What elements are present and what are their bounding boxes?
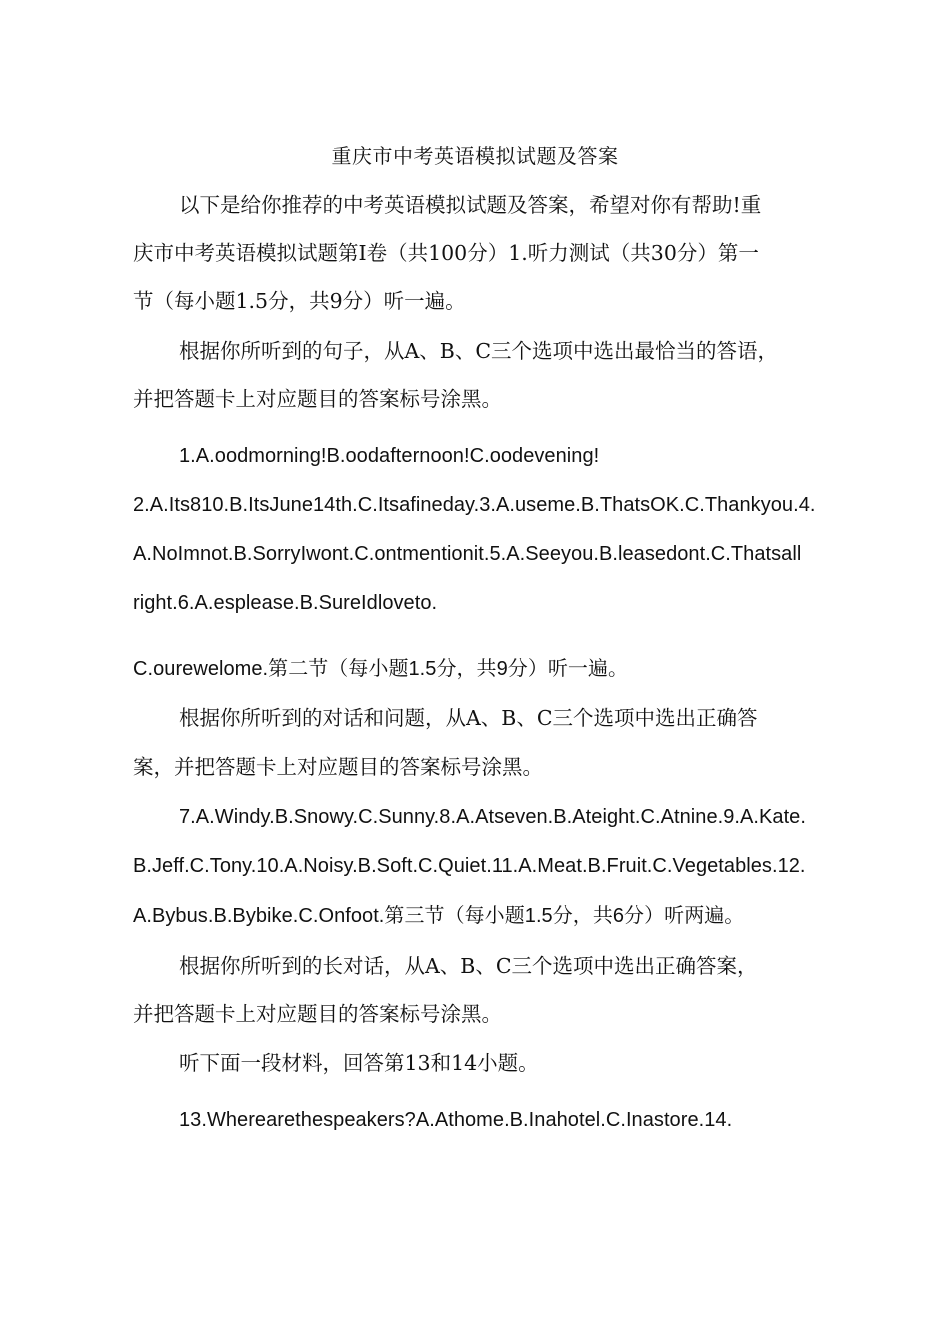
paragraph-line: 根据你所听到的对话和问题，从A、B、C三个选项中选出正确答 (179, 706, 758, 730)
paragraph-line: 并把答题卡上对应题目的答案标号涂黑。 (133, 387, 502, 411)
answer-options-line: B.Jeff.C.Tony.10.A.Noisy.B.Soft.C.Quiet.11.A.Meat.B.Fruit.C.Vegetables.12. (133, 855, 806, 877)
answer-options-line: 13.Wherearethespeakers?A.Athome.B.Inahotel.C.Inastore.14. (179, 1109, 733, 1131)
answer-options-line: A.NoImnot.B.SorryIwont.C.ontmentionit.5.A.Seeyou.B.leasedont.C.Thatsall (133, 543, 802, 565)
answer-options-line: right.6.A.esplease.B.SureIdloveto. (133, 592, 438, 614)
paragraph-line: 并把答题卡上对应题目的答案标号涂黑。 (133, 1002, 502, 1026)
answer-options-line: A.Bybus.B.Bybike.C.Onfoot.第三节（每小题1.5分，共6分）听两遍。 (133, 905, 745, 927)
paragraph-line: 庆市中考英语模拟试题第Ⅰ卷（共100分）1.听力测试（共30分）第一 (133, 241, 759, 265)
paragraph-line: 以下是给你推荐的中考英语模拟试题及答案，希望对你有帮助!重 (179, 193, 762, 217)
document-title: 重庆市中考英语模拟试题及答案 (331, 144, 619, 168)
paragraph-line: 案，并把答题卡上对应题目的答案标号涂黑。 (133, 755, 543, 779)
answer-options-line: 1.A.oodmorning!B.oodafternoon!C.oodevening! (179, 445, 600, 467)
paragraph-line: 节（每小题1.5分，共9分）听一遍。 (133, 289, 466, 313)
answer-options-line: C.ourewelome.第二节（每小题1.5分，共9分）听一遍。 (133, 658, 629, 680)
answer-options-line: 2.A.Its810.B.ItsJune14th.C.Itsafineday.3.A.useme.B.ThatsOK.C.Thankyou.4. (133, 494, 816, 516)
paragraph-line: 根据你所听到的句子，从A、B、C三个选项中选出最恰当的答语， (179, 339, 779, 363)
answer-options-line: 7.A.Windy.B.Snowy.C.Sunny.8.A.Atseven.B.Ateight.C.Atnine.9.A.Kate. (179, 806, 806, 828)
paragraph-line: 听下面一段材料，回答第13和14小题。 (179, 1051, 539, 1075)
paragraph-line: 根据你所听到的长对话，从A、B、C三个选项中选出正确答案， (179, 954, 758, 978)
